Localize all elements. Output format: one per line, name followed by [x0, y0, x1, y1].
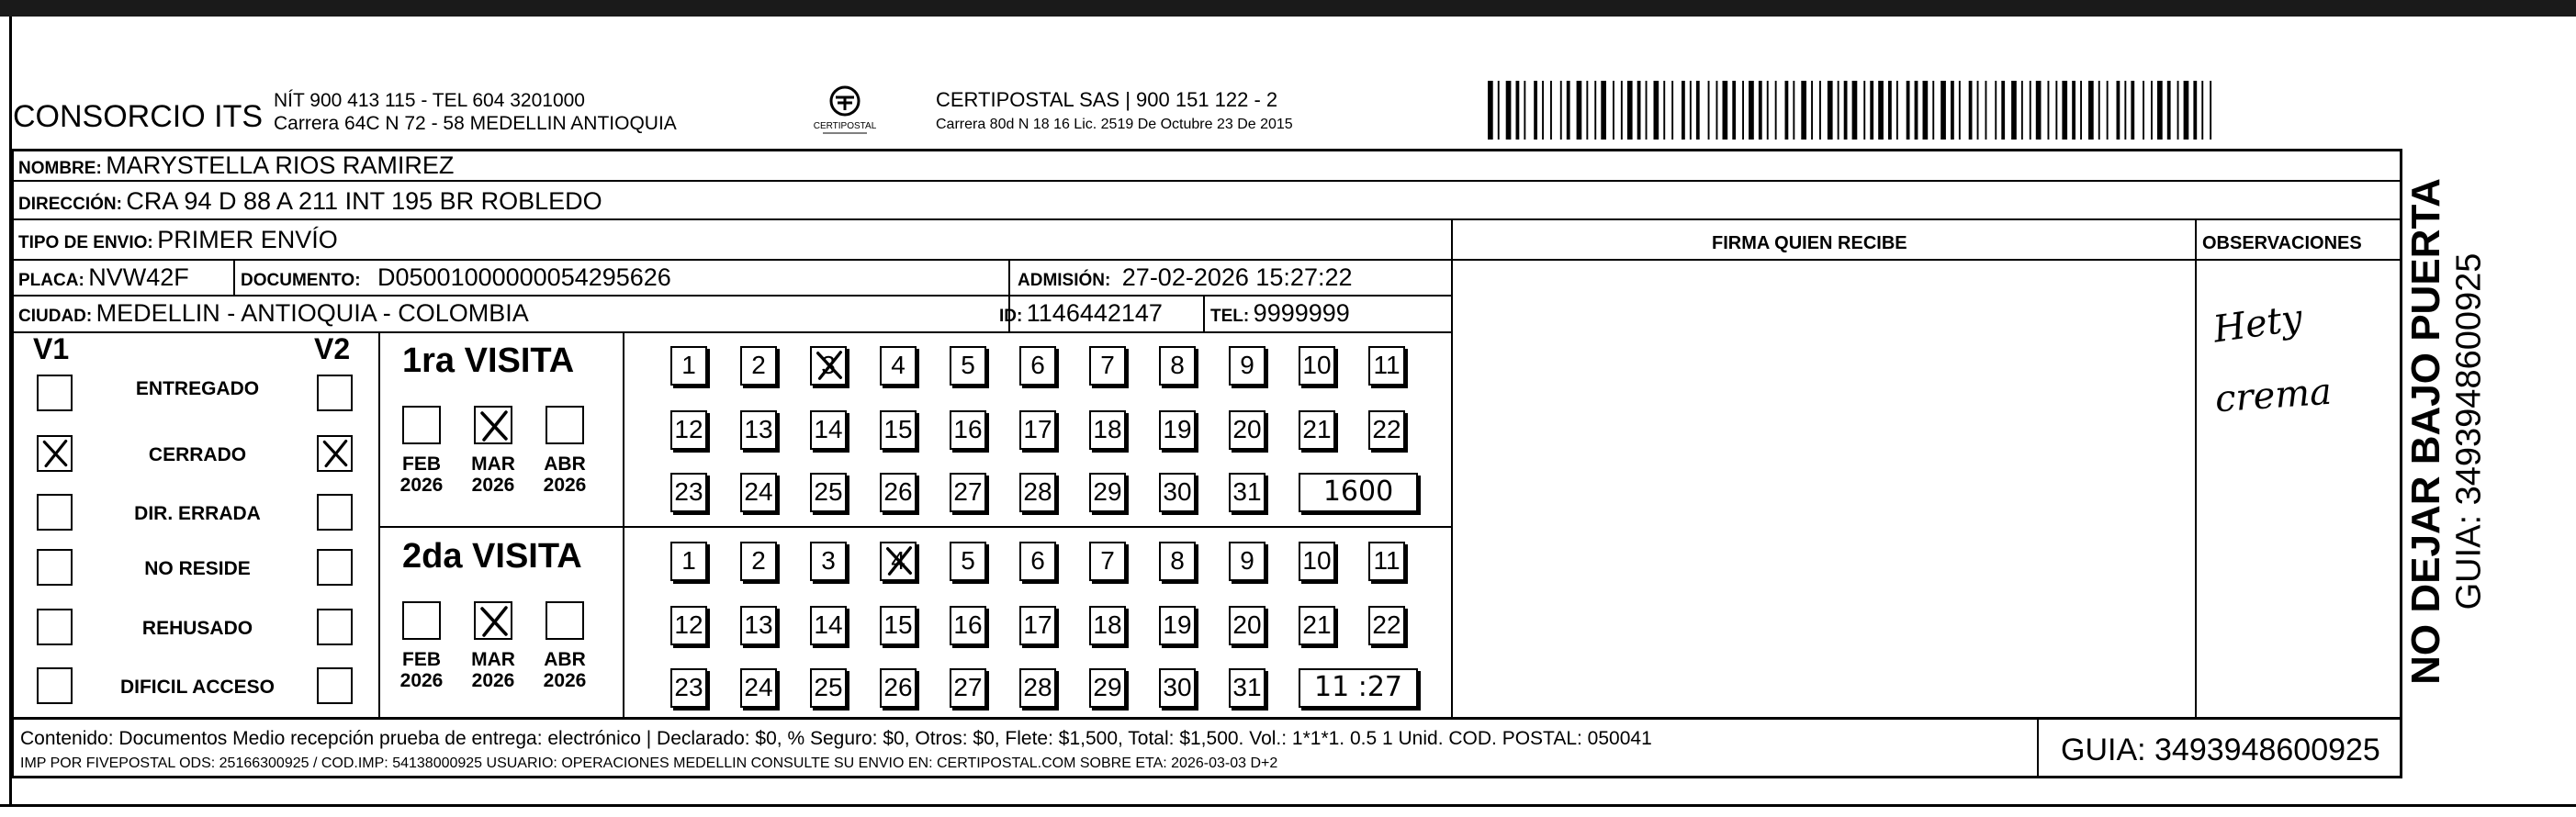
barcode-bar — [1742, 81, 1744, 140]
barcode-bar — [1708, 81, 1710, 140]
day-box[interactable] — [880, 542, 917, 581]
barcode-bar — [1940, 81, 1946, 140]
barcode-bar — [1682, 81, 1685, 140]
v2-checkbox[interactable] — [317, 667, 353, 704]
barcode-bar — [1870, 81, 1873, 140]
row-line-3 — [13, 259, 2401, 261]
barcode-bar — [1601, 81, 1606, 140]
barcode-bar — [1951, 81, 1954, 140]
barcode-bar — [2157, 81, 2163, 140]
barcode-bar — [1995, 81, 1997, 140]
v2-checkbox[interactable] — [317, 549, 353, 586]
barcode-bar — [2177, 81, 2179, 140]
tel-divider — [1203, 295, 1205, 331]
day-box[interactable] — [810, 346, 847, 386]
barcode-bar — [1542, 81, 1544, 140]
day-box[interactable]: 15 — [880, 606, 917, 645]
observaciones-note-line1: Hety — [2210, 297, 2305, 352]
observaciones-note-line2: crema — [2213, 370, 2334, 421]
documento-field — [241, 263, 671, 292]
direccion-value: CRA 94 D 88 A 211 INT 195 BR ROBLEDO — [126, 187, 602, 215]
day-box[interactable]: 6 — [1019, 542, 1056, 581]
id-field — [999, 299, 1163, 328]
day-box[interactable]: 14 — [810, 410, 847, 450]
day-number: 4 — [891, 546, 906, 575]
barcode-bar — [1828, 81, 1833, 140]
admision-field — [1018, 263, 1353, 292]
nombre-value: MARYSTELLA RIOS RAMIREZ — [106, 151, 455, 179]
barcode-bar — [1577, 81, 1582, 140]
month-name: FEB — [402, 649, 441, 670]
barcode-bar — [1690, 81, 1692, 140]
day-box[interactable]: 11 — [1368, 346, 1405, 386]
barcode-bar — [1759, 81, 1762, 140]
status-label: NO RESIDE — [144, 558, 251, 579]
barcode-bar — [2011, 81, 2017, 140]
day-box[interactable]: 18 — [1089, 606, 1126, 645]
barcode-bar — [1498, 81, 1500, 140]
id-label: ID: — [999, 307, 1023, 326]
day-box[interactable]: 27 — [950, 668, 986, 708]
barcode-bar — [1534, 81, 1537, 140]
tel-value: 9999999 — [1253, 299, 1350, 327]
status-divider — [378, 331, 380, 719]
placa-field — [18, 263, 189, 292]
footer-content: Contenido: Documentos Medio recepción prueba de entrega: electrónico | Declarado: $0, % Seguro: $0, Otros: $0, Flete: $1,500, Total: $1,500. Vol.: 1*1*1. 0.5 1 Unid. COD. POSTAL: 050041 — [20, 728, 1652, 749]
barcode-bar — [1793, 81, 1794, 140]
barcode-bar — [1878, 81, 1884, 140]
v2-header: V2 — [314, 332, 351, 365]
barcode-bar — [2036, 81, 2042, 140]
barcode-bar — [1613, 81, 1614, 140]
barcode-bar — [1863, 81, 1865, 140]
certipostal-name: CERTIPOSTAL SAS | 900 151 122 - 2 — [936, 88, 1278, 111]
v1-checkbox[interactable] — [37, 375, 73, 411]
day-box[interactable]: 10 — [1299, 542, 1335, 581]
visit-divider — [380, 526, 1453, 528]
month-check-mark — [476, 603, 512, 640]
visit-time-box[interactable]: 11 :27 — [1299, 668, 1418, 708]
day-box[interactable]: 23 — [670, 473, 707, 512]
placa-value: NVW42F — [88, 263, 189, 291]
documento-label: DOCUMENTO: — [241, 271, 361, 290]
barcode-bar — [2117, 81, 2120, 140]
company-address: Carrera 64C N 72 - 58 MEDELLIN ANTIOQUIA — [274, 113, 677, 134]
row-line-5 — [13, 331, 1453, 333]
nombre-row — [18, 151, 454, 180]
month-checkbox[interactable] — [546, 406, 584, 444]
day-box[interactable]: 8 — [1159, 346, 1196, 386]
ciudad-field — [18, 299, 529, 328]
barcode-bar — [2055, 81, 2057, 140]
day-box[interactable]: 29 — [1089, 668, 1126, 708]
status-label: DIFICIL ACCESO — [119, 677, 275, 698]
col-line-guia — [2037, 719, 2039, 778]
day-box[interactable]: 6 — [1019, 346, 1056, 386]
ciudad-value: MEDELLIN - ANTIOQUIA - COLOMBIA — [96, 299, 529, 327]
barcode-bar — [2072, 81, 2075, 140]
day-box[interactable]: 13 — [740, 606, 777, 645]
side-warning: NO DEJAR BAJO PUERTA — [2403, 178, 2448, 685]
day-box[interactable]: 12 — [670, 410, 707, 450]
month-name: ABR — [544, 453, 586, 475]
direccion-label: DIRECCIÓN: — [18, 195, 122, 214]
day-box[interactable]: 28 — [1019, 668, 1056, 708]
visit-time-box[interactable]: 1600 — [1299, 473, 1418, 512]
barcode-bar — [2143, 81, 2144, 140]
barcode-bar — [1506, 81, 1512, 140]
barcode-bar — [1888, 81, 1892, 140]
firma-header: FIRMA QUIEN RECIBE — [1712, 233, 1907, 253]
barcode-bar — [1801, 81, 1806, 140]
barcode-bar — [1586, 81, 1588, 140]
month-label — [539, 453, 591, 496]
month-checkbox[interactable] — [474, 406, 512, 444]
form-frame — [11, 149, 2402, 778]
v2-check-mark — [319, 437, 352, 470]
day-box[interactable]: 21 — [1299, 410, 1335, 450]
day-box[interactable]: 12 — [670, 606, 707, 645]
day-box[interactable]: 7 — [1089, 346, 1126, 386]
barcode-bar — [1594, 81, 1596, 140]
v1-checkbox[interactable] — [37, 494, 73, 531]
bottom-edge-line — [0, 804, 2576, 807]
side-guia: GUIA: 3493948600925 — [2449, 252, 2489, 610]
barcode-bar — [1977, 81, 1979, 140]
day-box[interactable]: 11 — [1368, 542, 1405, 581]
barcode-bar — [1767, 81, 1769, 140]
barcode-bar — [1723, 81, 1728, 140]
month-checkbox[interactable] — [474, 601, 512, 640]
day-box[interactable]: 4 — [880, 346, 917, 386]
status-label: REHUSADO — [141, 618, 253, 639]
day-box[interactable]: 29 — [1089, 473, 1126, 512]
day-box[interactable]: 1 — [670, 542, 707, 581]
tel-label: TEL: — [1210, 307, 1250, 326]
barcode-bar — [1732, 81, 1736, 140]
month-label — [467, 649, 519, 691]
month-year: 2026 — [543, 475, 587, 496]
barcode-bar — [1838, 81, 1839, 140]
admision-value: 27-02-2026 15:27:22 — [1121, 263, 1353, 291]
month-label — [396, 649, 447, 691]
barcode-bar — [1923, 81, 1929, 140]
day-box[interactable]: 19 — [1159, 606, 1196, 645]
day-box[interactable]: 24 — [740, 668, 777, 708]
day-box[interactable]: 10 — [1299, 346, 1335, 386]
tipo-row — [18, 226, 338, 254]
v1-checkbox[interactable] — [37, 609, 73, 645]
day-box[interactable]: 20 — [1229, 606, 1266, 645]
month-checkbox[interactable] — [546, 601, 584, 640]
barcode-bar — [2151, 81, 2153, 140]
day-box[interactable]: 26 — [880, 668, 917, 708]
barcode-bar — [1550, 81, 1552, 140]
v2-checkbox[interactable] — [317, 494, 353, 531]
barcode-bar — [1819, 81, 1821, 140]
barcode-bar — [2001, 81, 2005, 140]
col-line-firma — [1451, 218, 1453, 719]
day-box[interactable]: 25 — [810, 668, 847, 708]
day-box[interactable]: 28 — [1019, 473, 1056, 512]
barcode-bar — [1488, 81, 1493, 140]
day-box[interactable]: 31 — [1229, 668, 1266, 708]
day-box[interactable]: 9 — [1229, 346, 1266, 386]
barcode-bar — [1637, 81, 1641, 140]
day-box[interactable]: 7 — [1089, 542, 1126, 581]
barcode-bar — [1560, 81, 1562, 140]
month-label — [539, 649, 591, 691]
day-box[interactable]: 23 — [670, 668, 707, 708]
barcode-bar — [1907, 81, 1910, 140]
month-label — [396, 453, 447, 496]
barcode-bar — [1969, 81, 1973, 140]
company-name: CONSORCIO ITS — [13, 99, 264, 134]
id-value: 1146442147 — [1026, 299, 1163, 327]
month-label — [467, 453, 519, 496]
barcode-bar — [2167, 81, 2171, 140]
day-box[interactable]: 1 — [670, 346, 707, 386]
barcode-bar — [2210, 81, 2211, 140]
day-box[interactable]: 26 — [880, 473, 917, 512]
tipo-value: PRIMER ENVÍO — [157, 226, 338, 253]
day-box[interactable]: 20 — [1229, 410, 1266, 450]
day-box[interactable]: 2 — [740, 346, 777, 386]
status-label: CERRADO — [148, 444, 247, 465]
barcode-bar — [2080, 81, 2082, 140]
barcode-bar — [2201, 81, 2203, 140]
row-line-2 — [13, 218, 2401, 220]
day-box[interactable]: 24 — [740, 473, 777, 512]
barcode-bar — [2098, 81, 2100, 140]
v1-checkbox[interactable] — [37, 549, 73, 586]
day-number: 3 — [821, 351, 836, 379]
logo-text: CERTIPOSTAL — [813, 121, 877, 131]
direccion-row — [18, 187, 602, 216]
nombre-label: NOMBRE: — [18, 159, 102, 178]
barcode-bar — [1663, 81, 1665, 140]
month-year: 2026 — [543, 670, 587, 691]
v2-checkbox[interactable] — [317, 375, 353, 411]
barcode-bar — [1567, 81, 1570, 140]
day-box[interactable]: 19 — [1159, 410, 1196, 450]
month-year: 2026 — [399, 475, 444, 496]
barcode-bar — [2107, 81, 2109, 140]
barcode-bar — [1775, 81, 1777, 140]
day-box[interactable]: 16 — [950, 410, 986, 450]
day-box[interactable]: 15 — [880, 410, 917, 450]
barcode-bar — [1749, 81, 1754, 140]
day-box[interactable]: 18 — [1089, 410, 1126, 450]
row-line-1 — [13, 180, 2401, 182]
day-box[interactable]: 16 — [950, 606, 986, 645]
barcode-bar — [1896, 81, 1898, 140]
status-label: ENTREGADO — [135, 378, 260, 399]
day-box[interactable]: 17 — [1019, 606, 1056, 645]
day-box[interactable]: 9 — [1229, 542, 1266, 581]
certipostal-logo — [810, 83, 880, 138]
barcode-bar — [1844, 81, 1848, 140]
day-box[interactable]: 5 — [950, 542, 986, 581]
barcode-bar — [2124, 81, 2126, 140]
placa-label: PLACA: — [18, 271, 84, 290]
barcode-bar — [1915, 81, 1918, 140]
visit-title: 1ra VISITA — [402, 341, 575, 380]
barcode-bar — [1671, 81, 1673, 140]
day-box[interactable]: 5 — [950, 346, 986, 386]
company-nit: NÍT 900 413 115 - TEL 604 3201000 — [274, 90, 585, 111]
barcode-bar — [1932, 81, 1934, 140]
day-box[interactable]: 25 — [810, 473, 847, 512]
day-box[interactable]: 31 — [1229, 473, 1266, 512]
barcode-bar — [1696, 81, 1700, 140]
day-box[interactable]: 27 — [950, 473, 986, 512]
months-divider — [623, 331, 624, 719]
month-year: 2026 — [471, 670, 515, 691]
barcode-bar — [1959, 81, 1961, 140]
day-box[interactable]: 30 — [1159, 668, 1196, 708]
barcode-bar — [1716, 81, 1718, 140]
barcode-bar — [2062, 81, 2067, 140]
certipostal-address: Carrera 80d N 18 16 Lic. 2519 De Octubre 23 De 2015 — [936, 117, 1293, 132]
v1-header: V1 — [33, 332, 70, 365]
documento-value: D05001000000054295626 — [377, 263, 671, 291]
admision-label: ADMISIÓN: — [1018, 271, 1111, 290]
barcode-bar — [2048, 81, 2050, 140]
v1-check-mark — [39, 437, 72, 470]
barcode-bar — [1785, 81, 1789, 140]
barcode-bar — [1627, 81, 1633, 140]
day-box[interactable]: 2 — [740, 542, 777, 581]
month-name: MAR — [471, 453, 515, 475]
footer-imp: IMP POR FIVEPOSTAL ODS: 25166300925 / COD.IMP: 54138000925 USUARIO: OPERACIONES MEDELLIN CONSULTE SU ENVIO EN: CERTIPOSTAL.COM SOBRE ETA: 2026-03-03 D+2 — [20, 755, 1278, 771]
day-box[interactable]: 30 — [1159, 473, 1196, 512]
day-check-mark — [882, 543, 917, 578]
barcode-bar — [2021, 81, 2023, 140]
day-check-mark — [812, 348, 847, 383]
day-box[interactable]: 22 — [1368, 606, 1405, 645]
row-line-4 — [13, 295, 1453, 297]
barcode-bar — [1985, 81, 1987, 140]
col-line-obs — [2195, 218, 2197, 719]
day-box[interactable]: 13 — [740, 410, 777, 450]
month-name: ABR — [544, 649, 586, 670]
barcode-bar — [2184, 81, 2189, 140]
barcode — [1486, 81, 2221, 140]
month-checkbox[interactable] — [402, 601, 441, 640]
barcode-bar — [1852, 81, 1858, 140]
day-box[interactable]: 3 — [810, 542, 847, 581]
barcode-bar — [1646, 81, 1648, 140]
status-label: DIR. ERRADA — [134, 503, 261, 524]
barcode-bar — [1524, 81, 1525, 140]
v2-checkbox[interactable] — [317, 435, 353, 472]
month-check-mark — [476, 408, 512, 444]
day-box[interactable]: 21 — [1299, 606, 1335, 645]
visit-title: 2da VISITA — [402, 537, 582, 576]
barcode-bar — [2030, 81, 2031, 140]
barcode-bar — [2131, 81, 2134, 140]
placa-divider — [233, 259, 235, 296]
day-box[interactable]: 8 — [1159, 542, 1196, 581]
tel-field — [1210, 299, 1350, 328]
v1-checkbox[interactable] — [37, 435, 73, 472]
barcode-bar — [1516, 81, 1520, 140]
day-box[interactable]: 14 — [810, 606, 847, 645]
v2-checkbox[interactable] — [317, 609, 353, 645]
day-box[interactable]: 22 — [1368, 410, 1405, 450]
month-name: MAR — [471, 649, 515, 670]
month-year: 2026 — [399, 670, 444, 691]
month-year: 2026 — [471, 475, 515, 496]
ciudad-label: CIUDAD: — [18, 307, 93, 326]
footer-guia: GUIA: 3493948600925 — [2061, 733, 2380, 767]
footer-line — [13, 717, 2401, 720]
top-edge-band — [0, 0, 2576, 17]
barcode-bar — [1811, 81, 1813, 140]
month-name: FEB — [402, 453, 441, 475]
barcode-bar — [1654, 81, 1659, 140]
v1-checkbox[interactable] — [37, 667, 73, 704]
barcode-bar — [1621, 81, 1623, 140]
month-checkbox[interactable] — [402, 406, 441, 444]
day-box[interactable]: 17 — [1019, 410, 1056, 450]
observaciones-header: OBSERVACIONES — [2202, 233, 2362, 253]
barcode-bar — [2193, 81, 2197, 140]
barcode-bar — [2088, 81, 2094, 140]
tipo-label: TIPO DE ENVIO: — [18, 233, 153, 252]
